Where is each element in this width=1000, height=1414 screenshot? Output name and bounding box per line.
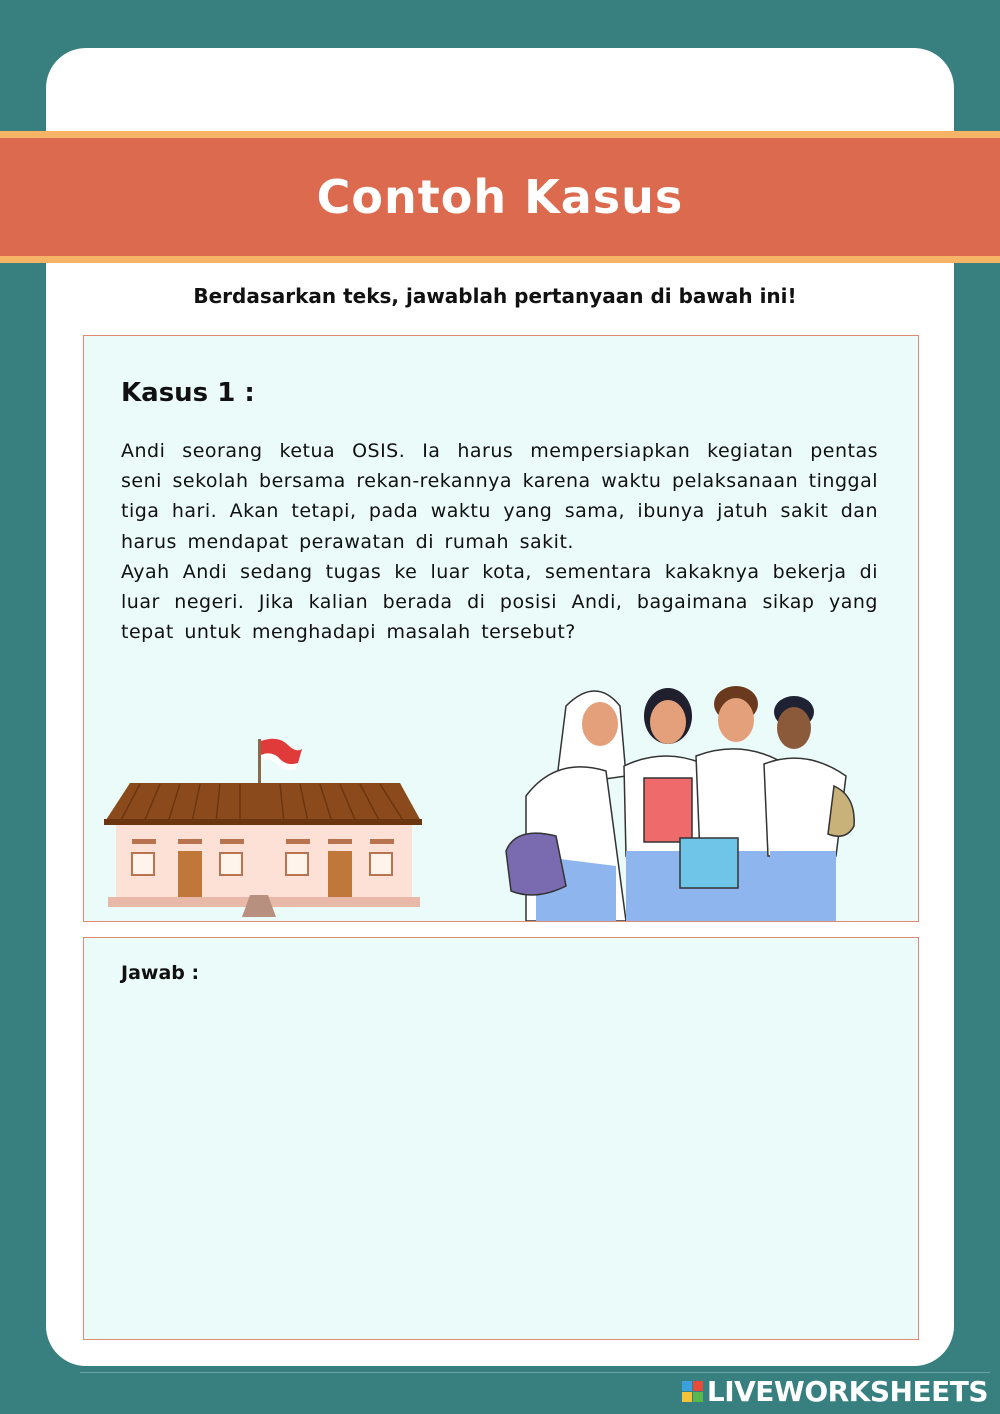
instruction-text: Berdasarkan teks, jawablah pertanyaan di bawah ini! <box>193 284 797 308</box>
case-text <box>121 436 878 647</box>
page-title: Contoh Kasus <box>316 170 684 224</box>
case-paragraph: Andi seorang ketua OSIS. Ia harus mempersiapkan kegiatan pentas seni sekolah bersama rekan-rekannya karena waktu pelaksanaan tinggal tiga hari. Akan tetapi, pada waktu yang sama, ibunya jatuh sakit dan harus mendapat perawatan di rumah sakit. <box>121 440 878 553</box>
logo-text: LIVEWORKSHEETS <box>706 1374 988 1408</box>
school-illustration <box>100 731 430 921</box>
answer-box[interactable] <box>83 937 919 1340</box>
title-banner <box>0 138 1000 256</box>
students-illustration <box>496 676 876 921</box>
footer-divider <box>80 1372 990 1373</box>
case-title: Kasus 1 : <box>121 378 255 408</box>
case-box <box>83 335 919 922</box>
logo-grid-icon <box>682 1381 703 1402</box>
liveworksheets-logo <box>682 1375 988 1407</box>
case-paragraph: Ayah Andi sedang tugas ke luar kota, sementara kakaknya bekerja di luar negeri. Jika kalian berada di posisi Andi, bagaimana sikap yang tepat untuk menghadapi masalah tersebut? <box>121 560 878 644</box>
answer-label: Jawab : <box>121 962 200 984</box>
flag-icon <box>261 739 302 764</box>
